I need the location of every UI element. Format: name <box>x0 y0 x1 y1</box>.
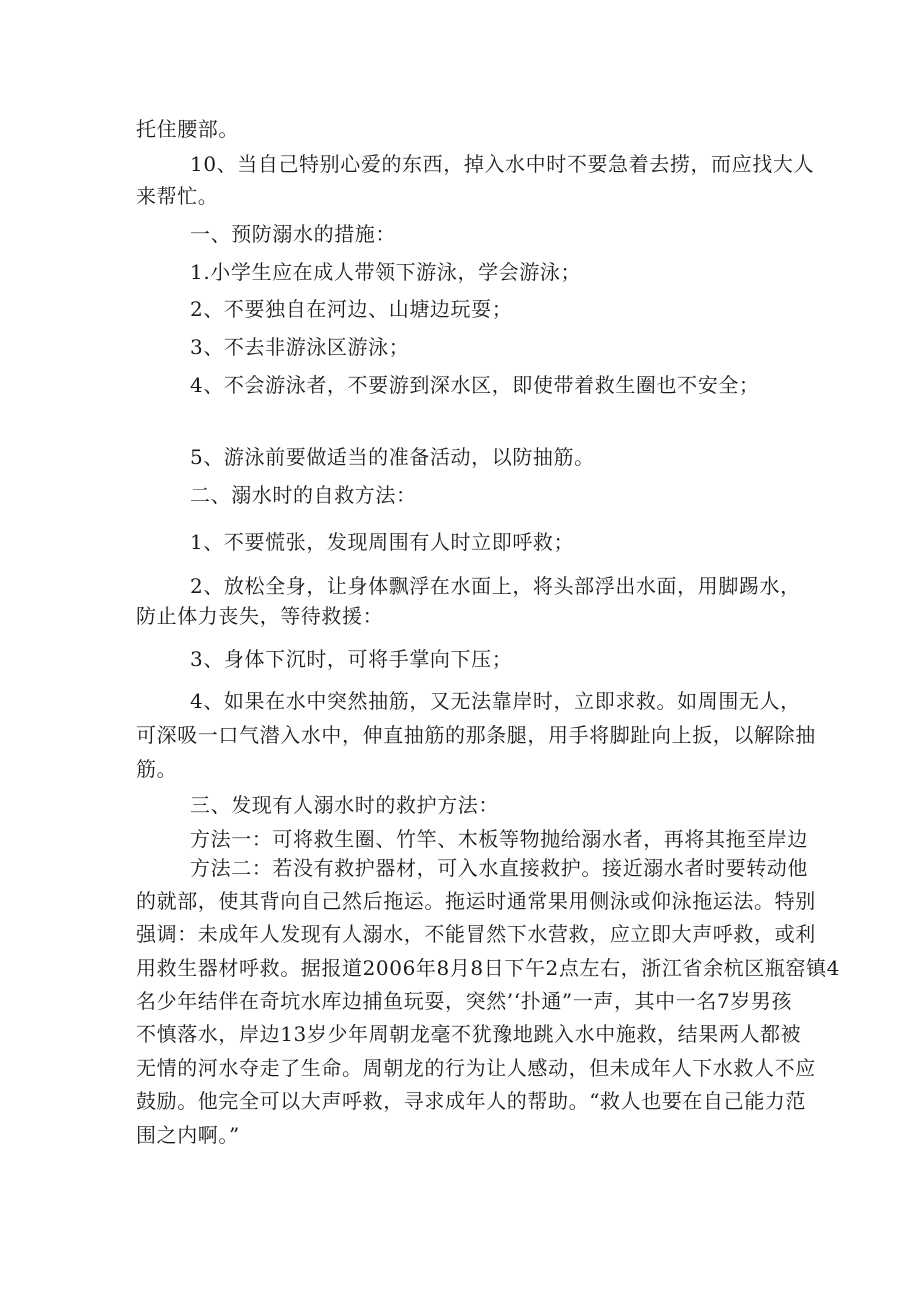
text-line: 可深吸一口气潜入水中，伸直抽筋的那条腿，用手将脚趾向上扳，以解除抽 <box>136 723 816 747</box>
text-line: 名少年结伴在奇坑水库边捕鱼玩耍，突然’‘扑通”一声，其中一名7岁男孩 <box>136 989 793 1013</box>
list-item: 2、放松全身，让身体飘浮在水面上，将头部浮出水面，用脚踢水， <box>190 574 801 598</box>
list-item: 1.小学生应在成人带领下游泳，学会游泳； <box>190 260 582 284</box>
list-item: 1、不要慌张，发现周围有人时立即呼救； <box>190 530 575 554</box>
text-line: 的就部，使其背向自己然后拖运。拖运时通常果用侧泳或仰泳拖运法。特别 <box>136 889 816 913</box>
text-line: 强调：未成年人发现有人溺水，不能冒然下水营救，应立即大声呼救，或利 <box>136 922 816 946</box>
list-item: 3、身体下沉时，可将手掌向下压； <box>190 647 513 671</box>
section-heading: 三、发现有人溺水时的救护方法： <box>190 793 499 817</box>
text-line: 围之内啊。” <box>136 1123 240 1147</box>
list-item: 3、不去非游泳区游泳； <box>190 335 410 359</box>
list-item: 2、不要独自在河边、山塘边玩耍； <box>190 297 513 321</box>
list-item: 4、如果在水中突然抽筋，又无法靠岸时，立即求救。如周围无人， <box>190 689 801 713</box>
text-line: 来帮忙。 <box>136 184 219 208</box>
text-line: 托住腰部。 <box>136 117 239 141</box>
text-line: 无情的河水夺走了生命。周朝龙的行为让人感动，但未成年人下水救人不应 <box>136 1056 816 1080</box>
text-line: 方法二：若没有救护器材，可入水直接救护。接近溺水者时要转动他 <box>190 856 808 880</box>
section-heading: 一、预防溺水的措施： <box>190 222 396 246</box>
text-line: 方法一：可将救生圈、竹竿、木板等物抛给溺水者，再将其拖至岸边 <box>190 827 808 851</box>
list-item: 4、不会游泳者，不要游到深水区，即使带着救生圈也不安全； <box>190 373 760 397</box>
text-line: 用救生器材呼救。据报道2006年8月8日下午2点左右，浙江省余杭区瓶窑镇4 <box>136 956 840 980</box>
text-line: 筋。 <box>136 757 178 781</box>
text-line: 不慎落水，岸边13岁少年周朝龙毫不犹豫地跳入水中施救，结果两人都被 <box>136 1022 802 1046</box>
text-line: 防止体力丧失，等待救援： <box>136 604 384 628</box>
section-heading: 二、溺水时的自救方法： <box>190 483 417 507</box>
list-item: 5、游泳前要做适当的准备活动，以防抽筋。 <box>190 445 595 469</box>
text-line: 10、当自己特别心爱的东西，掉入水中时不要急着去捞，而应找大人 <box>190 152 815 176</box>
text-line: 鼓励。他完全可以大声呼救，寻求成年人的帮助。“救人也要在自己能力范 <box>136 1089 807 1113</box>
